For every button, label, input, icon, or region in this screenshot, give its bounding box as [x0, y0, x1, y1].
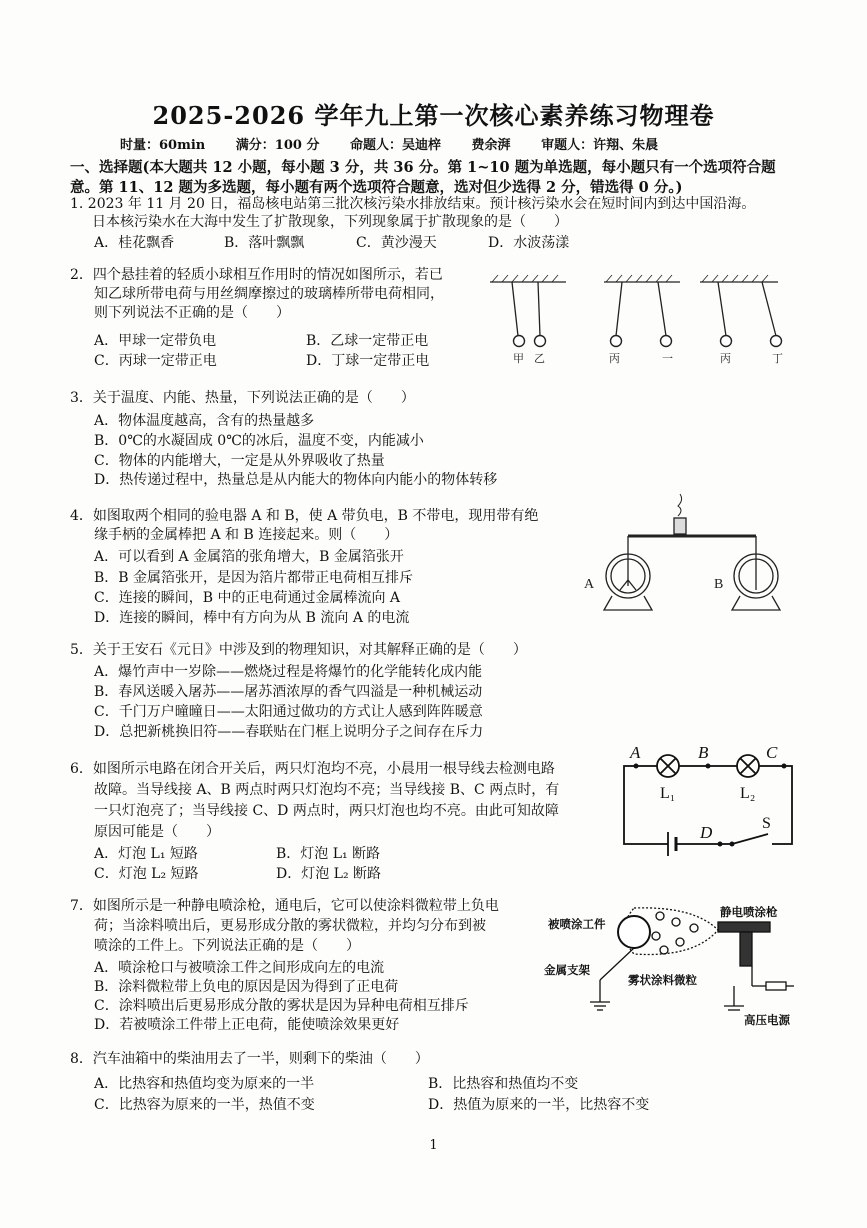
spray-label-power: 高压电源: [744, 1013, 790, 1027]
q7-line3: 喷涂的工件上。下列说法正确的是（ ）: [94, 938, 360, 954]
q4-option-b: B．B 金属箔张开，是因为箔片都带正电荷相互排斥: [94, 570, 414, 586]
q2-option-d: D．丁球一定带正电: [306, 353, 430, 369]
ball-label-dash: 一: [662, 352, 673, 365]
q4-line1: 4．如图取两个相同的验电器 A 和 B，使 A 带负电，B 不带电，现用带有绝: [70, 508, 539, 524]
q2-option-b: B．乙球一定带正电: [306, 333, 429, 349]
circuit-label-c: C: [766, 743, 778, 762]
exam-score: 满分：100 分: [235, 138, 320, 153]
circuit-label-s: S: [762, 815, 771, 832]
q1-line2: 日本核污染水在大海中发生了扩散现象，下列现象属于扩散现象的是（ ）: [92, 214, 568, 230]
q5-stem: 5．关于王安石《元日》中涉及到的物理知识，对其解释正确的是（ ）: [70, 642, 527, 658]
section-heading-line2: 意。第 11、12 题为多选题，每小题有两个选项符合题意，选对但少选得 2 分，错选得 0 分。): [70, 179, 683, 196]
q6-option-a: A．灯泡 L₁ 短路: [94, 846, 198, 862]
circuit-label-b: B: [698, 743, 709, 762]
q4-option-a: A．可以看到 A 金属箔的张角增大，B 金属箔张开: [94, 549, 404, 565]
q6-option-c: C．灯泡 L₂ 短路: [94, 866, 199, 882]
q2-line3: 则下列说法不正确的是（ ）: [94, 305, 290, 321]
q6-option-d: D．灯泡 L₂ 断路: [276, 866, 382, 882]
q6-line4: 原因可能是（ ）: [94, 824, 220, 840]
section-heading-line1: 一、选择题(本大题共 12 小题，每小题 3 分，共 36 分。第 1~10 题为单选题，每小题只有一个选项符合题: [70, 159, 776, 176]
q6-line2: 故障。当导线接 A、B 两点时两只灯泡均不亮；当导线接 B、C 两点时，有: [94, 782, 560, 798]
circuit-label-l1: L₁: [660, 785, 676, 802]
q4-option-c: C．连接的瞬间，B 中的正电荷通过金属棒流向 A: [94, 590, 401, 606]
q2-figure-hanging-balls: [482, 270, 802, 370]
q7-line1: 7．如图所示是一种静电喷涂枪，通电后，它可以使涂料微粒带上负电: [70, 898, 499, 914]
q8-option-a: A．比热容和热值均变为原来的一半: [94, 1076, 315, 1092]
q6-line3: 一只灯泡亮了；当导线接 C、D 两点时，两只灯泡也均不亮。由此可知故障: [94, 803, 559, 819]
q5-option-c: C．千门万户曈曈日——太阳通过做功的方式让人感到阵阵暖意: [94, 704, 483, 720]
page-number: 1: [429, 1138, 438, 1153]
q1-option-c: C．黄沙漫天: [356, 235, 437, 251]
q2-line1: 2．四个悬挂着的轻质小球相互作用时的情况如图所示，若已: [70, 267, 443, 283]
q5-option-b: B．春风送暖入屠苏——屠苏酒浓厚的香气四溢是一种机械运动: [94, 684, 483, 700]
q7-option-c: C．涂料喷出后更易形成分散的雾状是因为异种电荷相互排斥: [94, 998, 469, 1014]
spray-label-particles: 雾状涂料微粒: [628, 973, 697, 987]
ball-label-jia: 甲: [513, 352, 524, 365]
q8-option-d: D．热值为原来的一半，比热容不变: [428, 1097, 650, 1113]
q6-line1: 6．如图所示电路在闭合开关后，两只灯泡均不亮，小晨用一根导线去检测电路: [70, 761, 555, 777]
exam-reviewer: 审题人：许翔、朱晨: [541, 138, 659, 153]
q5-option-d: D．总把新桃换旧符——春联贴在门框上说明分子之间存在斥力: [94, 724, 484, 740]
q6-figure-circuit: [612, 740, 802, 860]
ball-label-ding: 丁: [772, 352, 783, 365]
exam-meta: [120, 134, 684, 153]
q2-option-c: C．丙球一定带正电: [94, 353, 217, 369]
q4-option-d: D．连接的瞬间，棒中有方向为从 B 流向 A 的电流: [94, 610, 410, 626]
q5-option-a: A．爆竹声中一岁除——燃烧过程是将爆竹的化学能转化成内能: [94, 664, 483, 680]
electroscope-label-b: B: [714, 577, 724, 592]
exam-author: 命题人：吴迪梓: [349, 138, 441, 153]
ball-label-yi: 乙: [534, 352, 545, 365]
q1-option-a: A．桂花飘香: [94, 235, 175, 251]
q7-option-a: A．喷涂枪口与被喷涂工件之间形成向左的电流: [94, 960, 385, 976]
exam-time: 时量：60min: [120, 138, 206, 153]
ball-label-bing-2: 丙: [720, 352, 731, 365]
q1-option-b: B．落叶飘飘: [224, 235, 305, 251]
q8-stem: 8．汽车油箱中的柴油用去了一半，则剩下的柴油（ ）: [70, 1051, 429, 1067]
spray-label-workpiece: 被喷涂工件: [548, 917, 606, 931]
spray-label-gun: 静电喷涂枪: [720, 905, 778, 919]
q3-option-b: B．0℃的水凝固成 0℃的冰后，温度不变，内能减小: [94, 433, 424, 449]
q1-line1: 1. 2023 年 11 月 20 日，福岛核电站第三批次核污染水排放结束。预计核污染水会在短时间内到达中国沿海。: [70, 196, 756, 212]
q4-line2: 缘手柄的金属棒把 A 和 B 连接起来。则（ ）: [94, 527, 399, 543]
exam-author-2: 费余湃: [471, 138, 511, 153]
page-title: 2025-2026 学年九上第一次核心素养练习物理卷: [152, 101, 715, 130]
ball-label-bing: 丙: [609, 352, 620, 365]
q7-figure-spray-gun: [544, 902, 800, 1030]
q3-stem: 3．关于温度、内能、热量，下列说法正确的是（ ）: [70, 390, 415, 406]
q4-figure-electroscopes: [574, 490, 794, 620]
spray-label-bracket: 金属支架: [544, 963, 590, 977]
q3-option-a: A．物体温度越高，含有的热量越多: [94, 413, 315, 429]
circuit-label-l2: L₂: [740, 785, 756, 802]
q2-option-a: A．甲球一定带负电: [94, 333, 217, 349]
circuit-label-a: A: [630, 743, 641, 762]
q7-line2: 荷；当涂料喷出后，更易形成分散的雾状微粒，并均匀分布到被: [94, 918, 486, 934]
circuit-label-d: D: [700, 823, 713, 842]
q7-option-b: B．涂料微粒带上负电的原因是因为得到了正电荷: [94, 979, 399, 995]
q7-option-d: D．若被喷涂工件带上正电荷，能使喷涂效果更好: [94, 1017, 400, 1033]
q1-option-d: D．水波荡漾: [488, 235, 570, 251]
q6-option-b: B．灯泡 L₁ 断路: [276, 846, 381, 862]
q2-line2: 知乙球所带电荷与用丝绸摩擦过的玻璃棒所带电荷相同，: [94, 286, 444, 302]
q3-option-d: D．热传递过程中，热量总是从内能大的物体向内能小的物体转移: [94, 472, 498, 488]
electroscope-label-a: A: [584, 577, 595, 592]
q3-option-c: C．物体的内能增大，一定是从外界吸收了热量: [94, 453, 385, 469]
q8-option-b: B．比热容和热值均不变: [428, 1076, 579, 1092]
q8-option-c: C．比热容为原来的一半，热值不变: [94, 1097, 315, 1113]
